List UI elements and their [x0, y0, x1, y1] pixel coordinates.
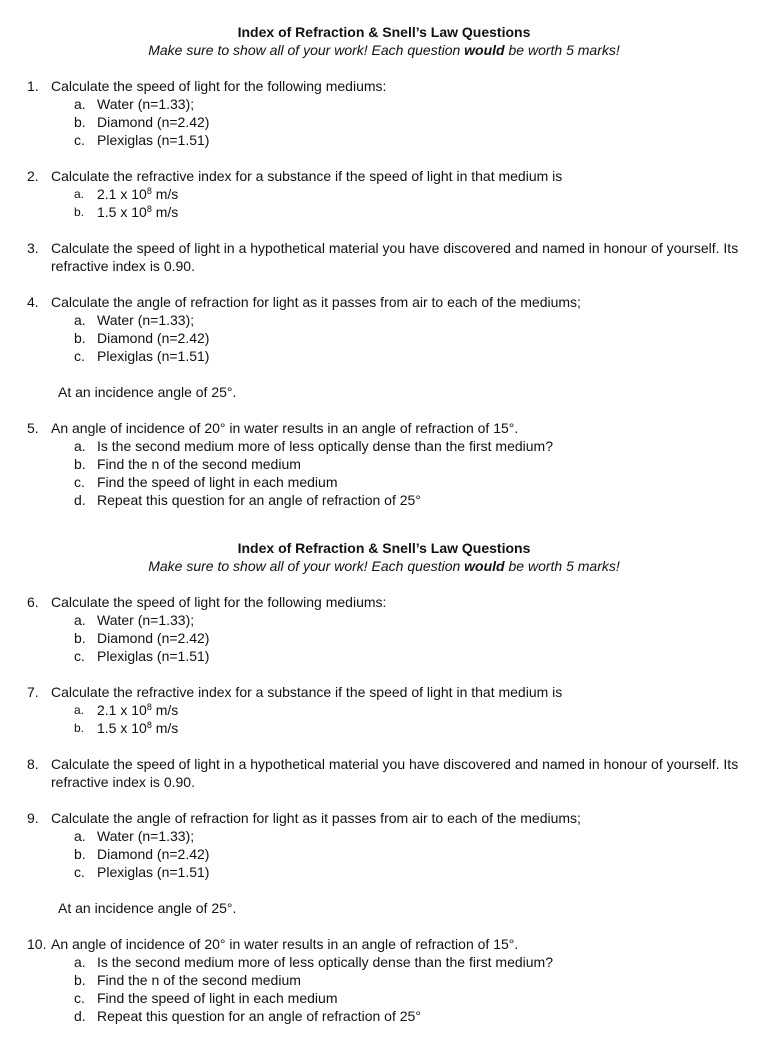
sheet-instructions [0, 41, 768, 59]
sub-letter: b. [74, 972, 86, 988]
question-9 [0, 809, 768, 881]
sub-letter: b. [74, 846, 86, 862]
speed-exponent: 8 [146, 720, 152, 730]
sub-question [51, 203, 744, 221]
question-5 [0, 419, 768, 509]
sub-text: Plexiglas (n=1.51) [97, 648, 210, 664]
question-text: Calculate the speed of light in a hypothetical material you have discovered and named in honour of yourself. Its refractive index is 0.90. [51, 756, 739, 790]
sub-question [51, 455, 744, 473]
sheet-title: Index of Refraction & Snell’s Law Questions [237, 24, 531, 40]
speed-value: 2.1 x 10 [97, 702, 147, 718]
sub-question [51, 131, 744, 149]
sub-letter: b. [74, 330, 86, 346]
sub-text: Plexiglas (n=1.51) [97, 348, 210, 364]
sub-question [51, 95, 744, 113]
speed-value: 2.1 x 10 [97, 186, 147, 202]
sheet-header [0, 539, 768, 575]
question-2 [0, 167, 768, 221]
question-number: 2. [27, 168, 39, 184]
sub-text: Is the second medium more of less optically dense than the first medium? [97, 954, 553, 970]
sub-text: Repeat this question for an angle of refraction of 25° [97, 492, 421, 508]
question-number: 4. [27, 294, 39, 310]
question-text: An angle of incidence of 20° in water results in an angle of refraction of 15°. [51, 420, 519, 436]
sub-question [51, 1007, 744, 1025]
question-number: 3. [27, 240, 39, 256]
question-text: Calculate the speed of light for the following mediums: [51, 594, 387, 610]
question-10 [0, 935, 768, 1025]
sub-letter: c. [74, 864, 85, 880]
sub-text: Find the n of the second medium [97, 972, 301, 988]
sub-text: Diamond (n=2.42) [97, 114, 210, 130]
sub-question [51, 719, 744, 737]
sub-question-list [51, 437, 744, 509]
sub-letter: a. [74, 828, 86, 844]
sub-text: Find the speed of light in each medium [97, 990, 338, 1006]
question-number: 10. [27, 936, 47, 952]
question-number: 9. [27, 810, 39, 826]
sub-text: Diamond (n=2.42) [97, 330, 210, 346]
question-6 [0, 593, 768, 665]
sub-question-list [51, 827, 744, 881]
question-sheet-1 [0, 23, 768, 527]
sub-question-list [51, 311, 744, 365]
question-text: An angle of incidence of 20° in water results in an angle of refraction of 15°. [51, 936, 519, 952]
sheet-header [0, 23, 768, 59]
sub-question [51, 311, 744, 329]
question-text: Calculate the speed of light for the following mediums: [51, 78, 387, 94]
speed-exponent: 8 [146, 702, 152, 712]
sub-question-list [51, 185, 744, 221]
sub-letter: c. [74, 474, 85, 490]
question-number: 7. [27, 684, 39, 700]
sub-text: Water (n=1.33); [97, 612, 195, 628]
sub-letter: d. [74, 492, 86, 508]
sub-question [51, 971, 744, 989]
sub-letter: c. [74, 648, 85, 664]
sub-question-list [51, 953, 744, 1025]
sub-letter: c. [74, 132, 85, 148]
question-8 [0, 755, 768, 791]
speed-unit: m/s [151, 186, 179, 202]
sub-letter: c. [74, 348, 85, 364]
sub-question [51, 827, 744, 845]
speed-unit: m/s [151, 720, 179, 736]
sub-text: Find the speed of light in each medium [97, 474, 338, 490]
sub-question [51, 113, 744, 131]
question-text: Calculate the speed of light in a hypothetical material you have discovered and named in honour of yourself. Its refractive index is 0.90. [51, 240, 739, 274]
question-1 [0, 77, 768, 149]
question-3 [0, 239, 768, 275]
sub-question [51, 437, 744, 455]
sub-question-list [51, 95, 744, 149]
sub-question [51, 347, 744, 365]
sub-question [51, 953, 744, 971]
sub-letter: a. [74, 438, 86, 454]
sub-text: Plexiglas (n=1.51) [97, 132, 210, 148]
speed-unit: m/s [151, 702, 179, 718]
sub-letter: a. [74, 954, 86, 970]
instructions-text-end: be worth 5 marks! [504, 42, 620, 58]
question-text: Calculate the angle of refraction for light as it passes from air to each of the mediums; [51, 810, 581, 826]
sub-question [51, 491, 744, 509]
sub-letter: a. [74, 96, 86, 112]
sub-question [51, 647, 744, 665]
sub-text: Water (n=1.33); [97, 96, 195, 112]
sub-letter: a. [74, 312, 86, 328]
sub-text: Plexiglas (n=1.51) [97, 864, 210, 880]
question-number: 1. [27, 78, 39, 94]
speed-unit: m/s [151, 204, 179, 220]
sub-text: Water (n=1.33); [97, 828, 195, 844]
incidence-note: At an incidence angle of 25°. [58, 384, 237, 400]
sub-question [51, 863, 744, 881]
sub-question [51, 473, 744, 491]
sub-text: Water (n=1.33); [97, 312, 195, 328]
sub-question [51, 185, 744, 203]
sub-text: Repeat this question for an angle of refraction of 25° [97, 1008, 421, 1024]
instructions-emphasis: would [464, 558, 505, 574]
question-number: 8. [27, 756, 39, 772]
sub-question [51, 329, 744, 347]
sub-question [51, 989, 744, 1007]
sub-question [51, 629, 744, 647]
speed-value: 1.5 x 10 [97, 204, 147, 220]
question-4 [0, 293, 768, 365]
sub-question [51, 845, 744, 863]
sub-text: Is the second medium more of less optically dense than the first medium? [97, 438, 553, 454]
question-number: 5. [27, 420, 39, 436]
instructions-text-end: be worth 5 marks! [504, 558, 620, 574]
sub-question [51, 611, 744, 629]
question-7 [0, 683, 768, 737]
sub-letter: a. [74, 187, 85, 201]
sub-question [51, 701, 744, 719]
sub-letter: b. [74, 630, 86, 646]
sub-letter: d. [74, 1008, 86, 1024]
sub-question-list [51, 611, 744, 665]
sub-letter: a. [74, 703, 85, 717]
sub-text: Diamond (n=2.42) [97, 846, 210, 862]
speed-value: 1.5 x 10 [97, 720, 147, 736]
speed-exponent: 8 [146, 186, 152, 196]
question-text: Calculate the refractive index for a substance if the speed of light in that medium is [51, 168, 563, 184]
question-number: 6. [27, 594, 39, 610]
sub-letter: b. [74, 205, 85, 219]
instructions-text: Make sure to show all of your work! Each question [148, 558, 465, 574]
instructions-emphasis: would [464, 42, 505, 58]
question-list [0, 593, 768, 1025]
sheet-instructions [0, 557, 768, 575]
incidence-note: At an incidence angle of 25°. [58, 900, 237, 916]
sub-text: Find the n of the second medium [97, 456, 301, 472]
instructions-text: Make sure to show all of your work! Each question [148, 42, 465, 58]
sub-letter: b. [74, 114, 86, 130]
sub-letter: b. [74, 721, 85, 735]
sub-letter: c. [74, 990, 85, 1006]
question-list [0, 77, 768, 509]
sub-letter: a. [74, 612, 86, 628]
question-text: Calculate the refractive index for a substance if the speed of light in that medium is [51, 684, 563, 700]
sub-letter: b. [74, 456, 86, 472]
question-text: Calculate the angle of refraction for light as it passes from air to each of the mediums; [51, 294, 581, 310]
question-sheet-2 [0, 539, 768, 1043]
sub-text: Diamond (n=2.42) [97, 630, 210, 646]
sheet-title: Index of Refraction & Snell’s Law Questions [237, 540, 531, 556]
speed-exponent: 8 [146, 204, 152, 214]
sub-question-list [51, 701, 744, 737]
